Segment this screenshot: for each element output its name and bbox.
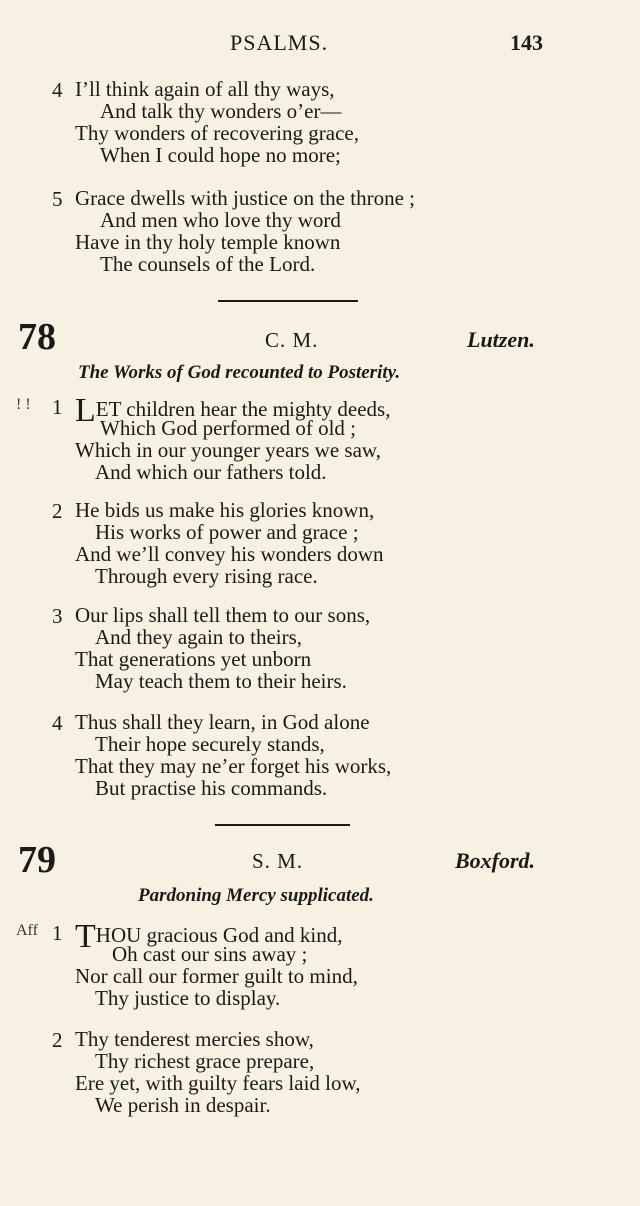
- verse-number: 1: [52, 921, 63, 945]
- verse-line: But practise his commands.: [95, 776, 328, 800]
- verse-line: We perish in despair.: [95, 1093, 271, 1117]
- verse-number: 4: [52, 711, 63, 735]
- verse-line: ET children hear the mighty deeds,: [95, 397, 391, 421]
- verse-line: Thy tenderest mercies show,: [75, 1027, 314, 1051]
- hymn-meter: C. M.: [265, 328, 319, 352]
- verse-line: When I could hope no more;: [100, 143, 341, 167]
- verse-line: Grace dwells with justice on the throne ;: [75, 186, 415, 210]
- page-number: 143: [510, 30, 543, 55]
- verse-number: 4: [52, 78, 63, 102]
- margin-note: ! !: [16, 396, 31, 413]
- hymn-subtitle: Pardoning Mercy supplicated.: [138, 885, 374, 906]
- verse-line: He bids us make his glories known,: [75, 498, 375, 522]
- verse-line: Thy justice to display.: [95, 986, 281, 1010]
- verse-line: Thy richest grace prepare,: [95, 1049, 315, 1073]
- section-divider: [218, 300, 358, 302]
- verse-number: 5: [52, 187, 63, 211]
- verse-number: 3: [52, 604, 63, 628]
- verse-line: May teach them to their heirs.: [95, 669, 347, 693]
- verse-line: And we’ll convey his wonders down: [75, 542, 384, 566]
- verse-line: Thus shall they learn, in God alone: [75, 710, 370, 734]
- hymn-subtitle: The Works of God recounted to Posterity.: [78, 362, 401, 383]
- tune-name: Lutzen.: [467, 327, 535, 352]
- verse-line: I’ll think again of all thy ways,: [75, 77, 335, 101]
- verse-line: Thy wonders of recovering grace,: [75, 121, 359, 145]
- verse-line: Nor call our former guilt to mind,: [75, 964, 358, 988]
- hymn-number: 78: [18, 316, 56, 358]
- verse-number: 1: [52, 395, 63, 419]
- verse-line: The counsels of the Lord.: [100, 252, 316, 276]
- verse-line: Which God performed of old ;: [100, 416, 357, 440]
- section-divider: [215, 824, 350, 826]
- margin-note: Aff: [16, 922, 38, 939]
- verse-line: And they again to theirs,: [95, 625, 303, 649]
- verse-line: Which in our younger years we saw,: [75, 438, 381, 462]
- verse-line: Ere yet, with guilty fears laid low,: [75, 1071, 361, 1095]
- drop-cap: L: [75, 392, 96, 429]
- running-head: PSALMS.: [230, 30, 329, 55]
- verse-line: Oh cast our sins away ;: [112, 942, 308, 966]
- verse-line: That generations yet unborn: [75, 647, 312, 671]
- hymn-number: 79: [18, 839, 56, 881]
- verse-line: That they may ne’er forget his works,: [75, 754, 392, 778]
- verse-line: Our lips shall tell them to our sons,: [75, 603, 371, 627]
- hymn-meter: S. M.: [252, 849, 304, 873]
- verse-number: 2: [52, 1028, 63, 1052]
- tune-name: Boxford.: [455, 848, 536, 873]
- verse-line: And men who love thy word: [100, 208, 341, 232]
- verse-line: Have in thy holy temple known: [75, 230, 341, 254]
- verse-line: Through every rising race.: [95, 564, 318, 588]
- verse-line: Their hope securely stands,: [95, 732, 325, 756]
- verse-line: And talk thy wonders o’er—: [100, 99, 342, 123]
- verse-line: HOU gracious God and kind,: [95, 923, 343, 947]
- verse-number: 2: [52, 499, 63, 523]
- verse-line: And which our fathers told.: [95, 460, 327, 484]
- drop-cap: T: [75, 918, 96, 955]
- verse-line: His works of power and grace ;: [95, 520, 359, 544]
